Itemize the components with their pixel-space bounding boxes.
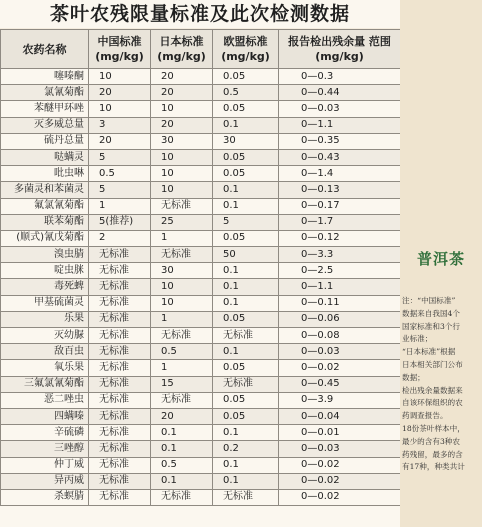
cell-eu-standard: 无标准 [213, 328, 279, 344]
cell-detected-range: 0—0.11 [279, 295, 401, 311]
cell-eu-standard: 50 [213, 247, 279, 263]
cell-eu-standard: 5 [213, 214, 279, 230]
cell-pesticide-name: 哒螨灵 [1, 149, 89, 165]
table-row [1, 328, 401, 344]
cell-japan-standard: 0.1 [151, 441, 213, 457]
table-row [1, 473, 401, 489]
cell-detected-range: 0—0.02 [279, 473, 401, 489]
table-row [1, 198, 401, 214]
cell-japan-standard: 无标准 [151, 489, 213, 505]
table-row [1, 425, 401, 441]
cell-china-standard: 2 [89, 230, 151, 246]
cell-china-standard: 无标准 [89, 473, 151, 489]
cell-japan-standard: 20 [151, 117, 213, 133]
cell-eu-standard: 0.05 [213, 408, 279, 424]
cell-pesticide-name: 毒死蜱 [1, 279, 89, 295]
cell-pesticide-name: 噻嗪酮 [1, 69, 89, 85]
cell-china-standard: 3 [89, 117, 151, 133]
table-row [1, 166, 401, 182]
cell-japan-standard: 20 [151, 408, 213, 424]
side-note: 注：“中国标准” 数据来自我国4个 国家标准和3个行 业标准； “日本标准”根据 日本相关部门公布 数据； 检出残余量数据来 自该环保组织的农 药调查报告。 18份茶叶样本中， 最少的含有3种农 药残留，最多的含 有17种，种类共计 [402, 296, 465, 472]
cell-china-standard: 1 [89, 198, 151, 214]
cell-china-standard: 无标准 [89, 311, 151, 327]
table-header-row [1, 30, 401, 69]
cell-japan-standard: 无标准 [151, 328, 213, 344]
cell-china-standard: 无标准 [89, 279, 151, 295]
cell-japan-standard: 10 [151, 101, 213, 117]
cell-detected-range: 0—0.45 [279, 376, 401, 392]
table-row [1, 360, 401, 376]
cell-japan-standard: 无标准 [151, 247, 213, 263]
cell-china-standard: 10 [89, 101, 151, 117]
table-row [1, 263, 401, 279]
cell-eu-standard: 0.1 [213, 198, 279, 214]
table-row [1, 101, 401, 117]
page-title: 茶叶农残限量标准及此次检测数据 [0, 0, 400, 28]
table-row [1, 230, 401, 246]
cell-japan-standard: 1 [151, 230, 213, 246]
cell-eu-standard: 0.1 [213, 117, 279, 133]
cell-china-standard: 无标准 [89, 376, 151, 392]
cell-china-standard: 无标准 [89, 344, 151, 360]
cell-pesticide-name: 三唑醇 [1, 441, 89, 457]
table-row [1, 182, 401, 198]
cell-eu-standard: 30 [213, 133, 279, 149]
cell-pesticide-name: 苯醚甲环唑 [1, 101, 89, 117]
table-row [1, 376, 401, 392]
cell-detected-range: 0—0.02 [279, 457, 401, 473]
cell-japan-standard: 1 [151, 311, 213, 327]
cell-eu-standard: 0.1 [213, 457, 279, 473]
table-row [1, 149, 401, 165]
cell-pesticide-name: 敌百虫 [1, 344, 89, 360]
cell-eu-standard: 0.05 [213, 101, 279, 117]
table-row [1, 117, 401, 133]
cell-detected-range: 0—0.04 [279, 408, 401, 424]
cell-eu-standard: 0.1 [213, 473, 279, 489]
cell-detected-range: 0—1.4 [279, 166, 401, 182]
cell-china-standard: 20 [89, 85, 151, 101]
cell-detected-range: 0—1.1 [279, 279, 401, 295]
cell-eu-standard: 0.1 [213, 279, 279, 295]
table-row [1, 457, 401, 473]
table-row [1, 279, 401, 295]
cell-pesticide-name: 氧乐果 [1, 360, 89, 376]
table-row [1, 295, 401, 311]
cell-pesticide-name: 硫丹总量 [1, 133, 89, 149]
pesticide-table-container [0, 29, 400, 527]
cell-detected-range: 0—0.02 [279, 360, 401, 376]
cell-china-standard: 20 [89, 133, 151, 149]
cell-detected-range: 0—0.35 [279, 133, 401, 149]
cell-pesticide-name: 辛硫磷 [1, 425, 89, 441]
table-row [1, 408, 401, 424]
cell-detected-range: 0—1.7 [279, 214, 401, 230]
table-row [1, 247, 401, 263]
header-eu-standard: 欧盟标准 (mg/kg) [213, 30, 279, 69]
cell-pesticide-name: 啶虫脒 [1, 263, 89, 279]
cell-eu-standard: 0.1 [213, 263, 279, 279]
pesticide-table [0, 29, 400, 506]
cell-eu-standard: 0.05 [213, 166, 279, 182]
cell-pesticide-name: 四螨嗪 [1, 408, 89, 424]
cell-japan-standard: 15 [151, 376, 213, 392]
cell-eu-standard: 0.05 [213, 360, 279, 376]
cell-china-standard: 无标准 [89, 457, 151, 473]
cell-china-standard: 无标准 [89, 295, 151, 311]
cell-china-standard: 无标准 [89, 489, 151, 505]
cell-japan-standard: 0.5 [151, 344, 213, 360]
cell-japan-standard: 无标准 [151, 392, 213, 408]
cell-pesticide-name: 吡虫啉 [1, 166, 89, 182]
cell-detected-range: 0—3.9 [279, 392, 401, 408]
cell-japan-standard: 10 [151, 149, 213, 165]
cell-eu-standard: 0.05 [213, 230, 279, 246]
cell-japan-standard: 10 [151, 166, 213, 182]
cell-china-standard: 5 [89, 149, 151, 165]
cell-china-standard: 10 [89, 69, 151, 85]
cell-eu-standard: 无标准 [213, 376, 279, 392]
cell-china-standard: 0.5 [89, 166, 151, 182]
cell-eu-standard: 0.05 [213, 149, 279, 165]
header-detected-range: 报告检出残余量 范围 (mg/kg) [279, 30, 401, 69]
cell-pesticide-name: 甲基硫菌灵 [1, 295, 89, 311]
cell-pesticide-name: 溴虫腈 [1, 247, 89, 263]
cell-detected-range: 0—0.06 [279, 311, 401, 327]
cell-china-standard: 无标准 [89, 425, 151, 441]
cell-japan-standard: 0.1 [151, 425, 213, 441]
cell-pesticide-name: 恶二唑虫 [1, 392, 89, 408]
table-row [1, 489, 401, 505]
cell-japan-standard: 10 [151, 182, 213, 198]
cell-detected-range: 0—0.43 [279, 149, 401, 165]
cell-pesticide-name: 仲丁威 [1, 457, 89, 473]
cell-china-standard: 5(推荐) [89, 214, 151, 230]
table-row [1, 214, 401, 230]
cell-detected-range: 0—0.17 [279, 198, 401, 214]
cell-pesticide-name: 灭多威总量 [1, 117, 89, 133]
cell-detected-range: 0—0.44 [279, 85, 401, 101]
cell-detected-range: 0—1.1 [279, 117, 401, 133]
cell-detected-range: 0—0.03 [279, 441, 401, 457]
cell-detected-range: 0—0.03 [279, 344, 401, 360]
cell-eu-standard: 0.1 [213, 425, 279, 441]
cell-eu-standard: 0.1 [213, 295, 279, 311]
brand-logo: 普洱茶 [416, 250, 465, 268]
cell-eu-standard: 0.05 [213, 69, 279, 85]
cell-china-standard: 5 [89, 182, 151, 198]
cell-pesticide-name: 杀螟腈 [1, 489, 89, 505]
cell-pesticide-name: 灭幼脲 [1, 328, 89, 344]
cell-japan-standard: 30 [151, 263, 213, 279]
cell-eu-standard: 0.05 [213, 311, 279, 327]
cell-japan-standard: 0.5 [151, 457, 213, 473]
header-pesticide-name: 农药名称 [1, 30, 89, 69]
cell-japan-standard: 10 [151, 279, 213, 295]
cell-eu-standard: 无标准 [213, 489, 279, 505]
cell-detected-range: 0—3.3 [279, 247, 401, 263]
cell-pesticide-name: 三氟氯氰菊酯 [1, 376, 89, 392]
cell-japan-standard: 1 [151, 360, 213, 376]
cell-pesticide-name: 乐果 [1, 311, 89, 327]
table-row [1, 69, 401, 85]
header-china-standard: 中国标准 (mg/kg) [89, 30, 151, 69]
cell-detected-range: 0—0.08 [279, 328, 401, 344]
cell-eu-standard: 0.1 [213, 344, 279, 360]
cell-pesticide-name: 氯氰菊酯 [1, 85, 89, 101]
table-row [1, 441, 401, 457]
cell-china-standard: 无标准 [89, 328, 151, 344]
cell-pesticide-name: 异丙威 [1, 473, 89, 489]
cell-china-standard: 无标准 [89, 360, 151, 376]
cell-pesticide-name: 联苯菊酯 [1, 214, 89, 230]
cell-japan-standard: 10 [151, 295, 213, 311]
cell-eu-standard: 0.2 [213, 441, 279, 457]
cell-japan-standard: 25 [151, 214, 213, 230]
cell-detected-range: 0—0.12 [279, 230, 401, 246]
cell-japan-standard: 30 [151, 133, 213, 149]
cell-eu-standard: 0.5 [213, 85, 279, 101]
cell-detected-range: 0—0.02 [279, 489, 401, 505]
cell-detected-range: 0—0.13 [279, 182, 401, 198]
table-row [1, 392, 401, 408]
cell-china-standard: 无标准 [89, 441, 151, 457]
header-japan-standard: 日本标准 (mg/kg) [151, 30, 213, 69]
table-body [1, 69, 401, 506]
cell-japan-standard: 0.1 [151, 473, 213, 489]
cell-pesticide-name: (顺式)氰戊菊酯 [1, 230, 89, 246]
cell-japan-standard: 20 [151, 85, 213, 101]
cell-china-standard: 无标准 [89, 392, 151, 408]
cell-china-standard: 无标准 [89, 263, 151, 279]
cell-detected-range: 0—0.01 [279, 425, 401, 441]
cell-pesticide-name: 氟氯氰菊酯 [1, 198, 89, 214]
cell-china-standard: 无标准 [89, 408, 151, 424]
cell-detected-range: 0—2.5 [279, 263, 401, 279]
cell-japan-standard: 20 [151, 69, 213, 85]
cell-detected-range: 0—0.3 [279, 69, 401, 85]
cell-eu-standard: 0.1 [213, 182, 279, 198]
cell-detected-range: 0—0.03 [279, 101, 401, 117]
table-row [1, 344, 401, 360]
cell-pesticide-name: 多菌灵和苯菌灵 [1, 182, 89, 198]
table-row [1, 311, 401, 327]
cell-eu-standard: 0.05 [213, 392, 279, 408]
table-row [1, 85, 401, 101]
table-row [1, 133, 401, 149]
cell-china-standard: 无标准 [89, 247, 151, 263]
cell-japan-standard: 无标准 [151, 198, 213, 214]
